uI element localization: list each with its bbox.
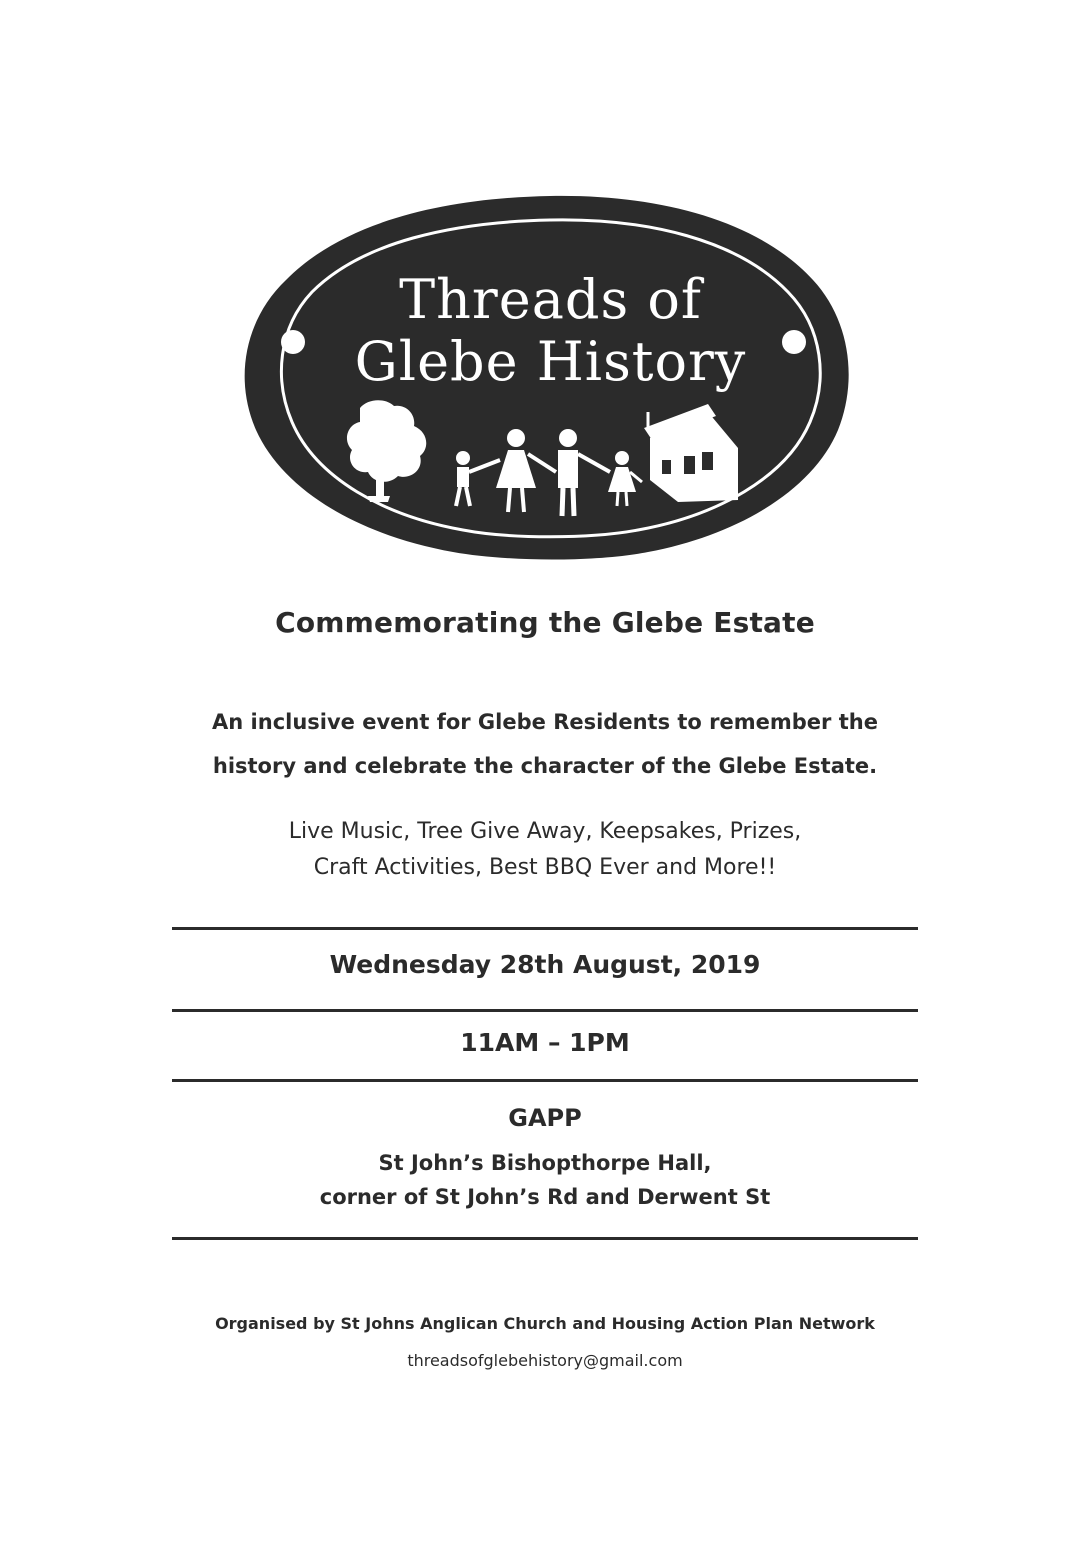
organiser-credit: Organised by St Johns Anglican Church and Housing Action Plan Network [215,1314,875,1333]
logo-title-line1: Threads of [399,268,702,331]
activities-line2: Craft Activities, Best BBQ Ever and More!! [313,855,777,880]
event-activities [0,814,1090,886]
event-description [0,700,1090,788]
contact-email[interactable]: threadsofglebehistory@gmail.com [407,1351,683,1370]
description-line1: An inclusive event for Glebe Residents to remember the [212,710,878,734]
divider-2 [172,1009,918,1012]
event-date: Wednesday 28th August, 2019 [329,950,761,979]
venue-address-line1: St John’s Bishopthorpe Hall, [378,1151,712,1175]
venue-name: GAPP [508,1104,582,1132]
divider-4 [172,1237,918,1240]
event-logo [238,190,863,565]
event-subtitle: Commemorating the Glebe Estate [275,606,815,639]
venue-address-line2: corner of St John’s Rd and Derwent St [319,1185,771,1209]
venue-address [0,1146,1090,1214]
event-time: 11AM – 1PM [460,1028,630,1057]
divider-3 [172,1079,918,1082]
logo-title-line2: Glebe History [354,330,747,393]
divider-1 [172,927,918,930]
activities-line1: Live Music, Tree Give Away, Keepsakes, Prizes, [288,819,802,844]
description-line2: history and celebrate the character of the Glebe Estate. [212,754,878,778]
